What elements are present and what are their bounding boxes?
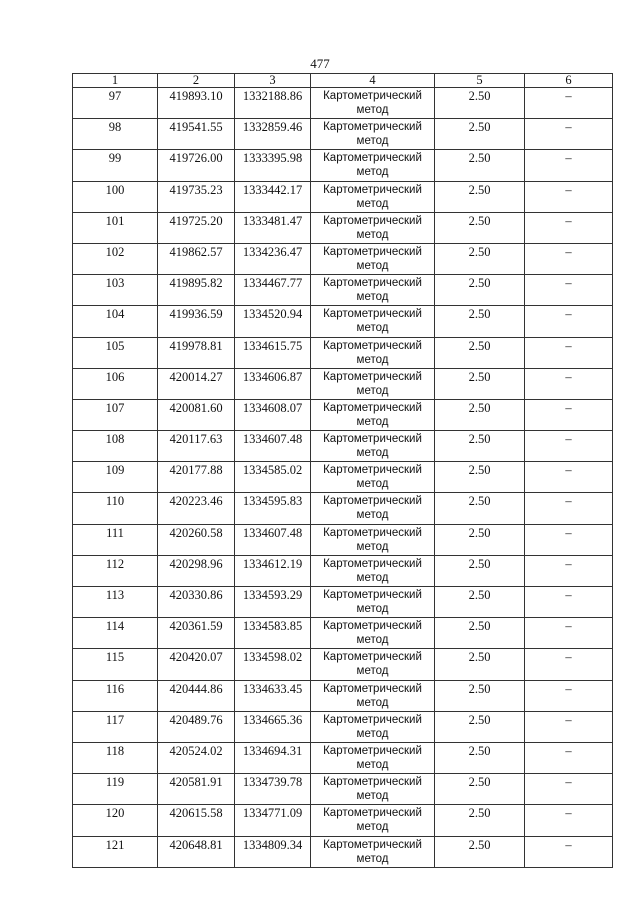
method-line-1: Картометрический bbox=[323, 433, 422, 446]
x-coordinate-cell: 420420.07 bbox=[158, 649, 235, 680]
note-cell: – bbox=[525, 555, 613, 586]
method-line-2: метод bbox=[356, 353, 389, 366]
point-number-cell: 110 bbox=[73, 493, 158, 524]
method-cell bbox=[311, 212, 435, 243]
precision-cell: 2.50 bbox=[435, 805, 525, 836]
coordinates-table bbox=[72, 73, 613, 868]
note-cell: – bbox=[525, 742, 613, 773]
method-line-1: Картометрический bbox=[323, 245, 422, 258]
note-cell: – bbox=[525, 462, 613, 493]
point-number-cell: 116 bbox=[73, 680, 158, 711]
y-coordinate-cell: 1334583.85 bbox=[235, 618, 311, 649]
y-coordinate-cell: 1333395.98 bbox=[235, 150, 311, 181]
page-number: 477 bbox=[310, 56, 330, 71]
point-number-cell: 108 bbox=[73, 431, 158, 462]
precision-cell: 2.50 bbox=[435, 150, 525, 181]
y-coordinate-cell: 1334595.83 bbox=[235, 493, 311, 524]
method-line-1: Картометрический bbox=[323, 152, 422, 165]
method-cell bbox=[311, 181, 435, 212]
table-header-row bbox=[73, 74, 613, 88]
method-line-1: Картометрический bbox=[323, 807, 422, 820]
method-line-2: метод bbox=[356, 696, 389, 709]
y-coordinate-cell: 1334739.78 bbox=[235, 774, 311, 805]
point-number-cell: 114 bbox=[73, 618, 158, 649]
y-coordinate-cell: 1334665.36 bbox=[235, 711, 311, 742]
table-row bbox=[73, 88, 613, 119]
precision-cell: 2.50 bbox=[435, 649, 525, 680]
precision-cell: 2.50 bbox=[435, 337, 525, 368]
method-line-1: Картометрический bbox=[323, 121, 422, 134]
method-line-2: метод bbox=[356, 727, 389, 740]
y-coordinate-cell: 1334607.48 bbox=[235, 524, 311, 555]
precision-cell: 2.50 bbox=[435, 836, 525, 867]
precision-cell: 2.50 bbox=[435, 774, 525, 805]
precision-cell: 2.50 bbox=[435, 431, 525, 462]
method-line-1: Картометрический bbox=[323, 651, 422, 664]
method-line-2: метод bbox=[356, 384, 389, 397]
point-number-cell: 99 bbox=[73, 150, 158, 181]
note-cell: – bbox=[525, 88, 613, 119]
method-cell bbox=[311, 742, 435, 773]
x-coordinate-cell: 420361.59 bbox=[158, 618, 235, 649]
x-coordinate-cell: 419725.20 bbox=[158, 212, 235, 243]
precision-cell: 2.50 bbox=[435, 275, 525, 306]
precision-cell: 2.50 bbox=[435, 524, 525, 555]
x-coordinate-cell: 420444.86 bbox=[158, 680, 235, 711]
y-coordinate-cell: 1333481.47 bbox=[235, 212, 311, 243]
precision-cell: 2.50 bbox=[435, 680, 525, 711]
note-cell: – bbox=[525, 587, 613, 618]
precision-cell: 2.50 bbox=[435, 306, 525, 337]
y-coordinate-cell: 1334615.75 bbox=[235, 337, 311, 368]
table-row bbox=[73, 649, 613, 680]
method-line-1: Картометрический bbox=[323, 620, 422, 633]
method-line-2: метод bbox=[356, 665, 389, 678]
method-line-1: Картометрический bbox=[323, 339, 422, 352]
column-header-6: 6 bbox=[525, 74, 613, 88]
note-cell: – bbox=[525, 243, 613, 274]
method-line-1: Картометрический bbox=[323, 495, 422, 508]
method-cell bbox=[311, 88, 435, 119]
point-number-cell: 120 bbox=[73, 805, 158, 836]
precision-cell: 2.50 bbox=[435, 368, 525, 399]
x-coordinate-cell: 420330.86 bbox=[158, 587, 235, 618]
precision-cell: 2.50 bbox=[435, 88, 525, 119]
point-number-cell: 107 bbox=[73, 399, 158, 430]
point-number-cell: 103 bbox=[73, 275, 158, 306]
precision-cell: 2.50 bbox=[435, 618, 525, 649]
note-cell: – bbox=[525, 493, 613, 524]
note-cell: – bbox=[525, 181, 613, 212]
table-row bbox=[73, 212, 613, 243]
method-line-2: метод bbox=[356, 758, 389, 771]
method-line-2: метод bbox=[356, 415, 389, 428]
method-cell bbox=[311, 805, 435, 836]
method-line-1: Картометрический bbox=[323, 277, 422, 290]
y-coordinate-cell: 1334612.19 bbox=[235, 555, 311, 586]
column-header-3: 3 bbox=[235, 74, 311, 88]
method-line-1: Картометрический bbox=[323, 464, 422, 477]
column-header-4: 4 bbox=[311, 74, 435, 88]
y-coordinate-cell: 1334633.45 bbox=[235, 680, 311, 711]
method-line-1: Картометрический bbox=[323, 776, 422, 789]
precision-cell: 2.50 bbox=[435, 555, 525, 586]
column-header-2: 2 bbox=[158, 74, 235, 88]
point-number-cell: 100 bbox=[73, 181, 158, 212]
method-line-1: Картометрический bbox=[323, 370, 422, 383]
table-row bbox=[73, 836, 613, 867]
method-line-2: метод bbox=[356, 447, 389, 460]
table-row bbox=[73, 742, 613, 773]
precision-cell: 2.50 bbox=[435, 399, 525, 430]
method-cell bbox=[311, 368, 435, 399]
y-coordinate-cell: 1334598.02 bbox=[235, 649, 311, 680]
precision-cell: 2.50 bbox=[435, 212, 525, 243]
method-line-2: метод bbox=[356, 197, 389, 210]
point-number-cell: 105 bbox=[73, 337, 158, 368]
table-row bbox=[73, 587, 613, 618]
table-row bbox=[73, 337, 613, 368]
method-cell bbox=[311, 555, 435, 586]
y-coordinate-cell: 1334467.77 bbox=[235, 275, 311, 306]
method-line-1: Картометрический bbox=[323, 214, 422, 227]
x-coordinate-cell: 420260.58 bbox=[158, 524, 235, 555]
method-line-2: метод bbox=[356, 821, 389, 834]
method-line-2: метод bbox=[356, 322, 389, 335]
table-body bbox=[73, 88, 613, 868]
table-row bbox=[73, 618, 613, 649]
column-header-1: 1 bbox=[73, 74, 158, 88]
method-cell bbox=[311, 493, 435, 524]
table-row bbox=[73, 711, 613, 742]
precision-cell: 2.50 bbox=[435, 493, 525, 524]
table-row bbox=[73, 555, 613, 586]
note-cell: – bbox=[525, 119, 613, 150]
note-cell: – bbox=[525, 524, 613, 555]
note-cell: – bbox=[525, 306, 613, 337]
note-cell: – bbox=[525, 368, 613, 399]
table-row bbox=[73, 462, 613, 493]
precision-cell: 2.50 bbox=[435, 462, 525, 493]
note-cell: – bbox=[525, 618, 613, 649]
point-number-cell: 102 bbox=[73, 243, 158, 274]
method-line-1: Картометрический bbox=[323, 401, 422, 414]
y-coordinate-cell: 1334608.07 bbox=[235, 399, 311, 430]
method-line-1: Картометрический bbox=[323, 713, 422, 726]
point-number-cell: 106 bbox=[73, 368, 158, 399]
y-coordinate-cell: 1334585.02 bbox=[235, 462, 311, 493]
x-coordinate-cell: 419895.82 bbox=[158, 275, 235, 306]
x-coordinate-cell: 419936.59 bbox=[158, 306, 235, 337]
method-cell bbox=[311, 836, 435, 867]
point-number-cell: 112 bbox=[73, 555, 158, 586]
precision-cell: 2.50 bbox=[435, 742, 525, 773]
note-cell: – bbox=[525, 711, 613, 742]
method-line-1: Картометрический bbox=[323, 557, 422, 570]
y-coordinate-cell: 1334606.87 bbox=[235, 368, 311, 399]
precision-cell: 2.50 bbox=[435, 181, 525, 212]
method-line-2: метод bbox=[356, 135, 389, 148]
method-line-1: Картометрический bbox=[323, 526, 422, 539]
x-coordinate-cell: 420223.46 bbox=[158, 493, 235, 524]
precision-cell: 2.50 bbox=[435, 119, 525, 150]
method-cell bbox=[311, 649, 435, 680]
method-cell bbox=[311, 587, 435, 618]
x-coordinate-cell: 419862.57 bbox=[158, 243, 235, 274]
method-line-2: метод bbox=[356, 790, 389, 803]
point-number-cell: 119 bbox=[73, 774, 158, 805]
method-cell bbox=[311, 462, 435, 493]
x-coordinate-cell: 419893.10 bbox=[158, 88, 235, 119]
method-line-1: Картометрический bbox=[323, 682, 422, 695]
method-cell bbox=[311, 243, 435, 274]
method-line-2: метод bbox=[356, 291, 389, 304]
x-coordinate-cell: 420648.81 bbox=[158, 836, 235, 867]
point-number-cell: 115 bbox=[73, 649, 158, 680]
x-coordinate-cell: 419735.23 bbox=[158, 181, 235, 212]
x-coordinate-cell: 419726.00 bbox=[158, 150, 235, 181]
note-cell: – bbox=[525, 399, 613, 430]
method-cell bbox=[311, 119, 435, 150]
note-cell: – bbox=[525, 431, 613, 462]
method-cell bbox=[311, 337, 435, 368]
method-cell bbox=[311, 524, 435, 555]
note-cell: – bbox=[525, 275, 613, 306]
table-row bbox=[73, 524, 613, 555]
point-number-cell: 113 bbox=[73, 587, 158, 618]
method-line-1: Картометрический bbox=[323, 308, 422, 321]
method-line-1: Картометрический bbox=[323, 589, 422, 601]
note-cell: – bbox=[525, 150, 613, 181]
point-number-cell: 97 bbox=[73, 88, 158, 119]
precision-cell: 2.50 bbox=[435, 243, 525, 274]
point-number-cell: 118 bbox=[73, 742, 158, 773]
note-cell: – bbox=[525, 212, 613, 243]
table-row bbox=[73, 493, 613, 524]
method-cell bbox=[311, 306, 435, 337]
table-row bbox=[73, 774, 613, 805]
precision-cell: 2.50 bbox=[435, 587, 525, 618]
method-line-2: метод bbox=[356, 166, 389, 179]
table-row bbox=[73, 275, 613, 306]
table-row bbox=[73, 306, 613, 337]
method-line-2: метод bbox=[356, 634, 389, 647]
x-coordinate-cell: 420581.91 bbox=[158, 774, 235, 805]
note-cell: – bbox=[525, 774, 613, 805]
x-coordinate-cell: 420081.60 bbox=[158, 399, 235, 430]
note-cell: – bbox=[525, 337, 613, 368]
y-coordinate-cell: 1334593.29 bbox=[235, 587, 311, 618]
method-cell bbox=[311, 399, 435, 430]
y-coordinate-cell: 1334809.34 bbox=[235, 836, 311, 867]
column-header-5: 5 bbox=[435, 74, 525, 88]
point-number-cell: 117 bbox=[73, 711, 158, 742]
point-number-cell: 104 bbox=[73, 306, 158, 337]
table-row bbox=[73, 243, 613, 274]
method-line-1: Картометрический bbox=[323, 90, 422, 102]
x-coordinate-cell: 420298.96 bbox=[158, 555, 235, 586]
method-line-2: метод bbox=[356, 540, 389, 553]
point-number-cell: 101 bbox=[73, 212, 158, 243]
method-cell bbox=[311, 618, 435, 649]
x-coordinate-cell: 419541.55 bbox=[158, 119, 235, 150]
x-coordinate-cell: 420177.88 bbox=[158, 462, 235, 493]
method-line-2: метод bbox=[356, 228, 389, 241]
table-row bbox=[73, 119, 613, 150]
y-coordinate-cell: 1333442.17 bbox=[235, 181, 311, 212]
y-coordinate-cell: 1334520.94 bbox=[235, 306, 311, 337]
x-coordinate-cell: 420615.58 bbox=[158, 805, 235, 836]
y-coordinate-cell: 1332188.86 bbox=[235, 88, 311, 119]
method-line-1: Картометрический bbox=[323, 744, 422, 757]
x-coordinate-cell: 419978.81 bbox=[158, 337, 235, 368]
method-line-2: метод bbox=[356, 603, 389, 615]
y-coordinate-cell: 1334236.47 bbox=[235, 243, 311, 274]
point-number-cell: 109 bbox=[73, 462, 158, 493]
method-line-2: метод bbox=[356, 571, 389, 584]
method-line-1: Картометрический bbox=[323, 838, 422, 851]
method-line-2: метод bbox=[356, 104, 389, 116]
method-cell bbox=[311, 711, 435, 742]
x-coordinate-cell: 420117.63 bbox=[158, 431, 235, 462]
method-line-2: метод bbox=[356, 852, 389, 865]
method-line-1: Картометрический bbox=[323, 183, 422, 196]
method-line-2: метод bbox=[356, 509, 389, 522]
point-number-cell: 98 bbox=[73, 119, 158, 150]
method-line-2: метод bbox=[356, 259, 389, 272]
method-cell bbox=[311, 150, 435, 181]
y-coordinate-cell: 1332859.46 bbox=[235, 119, 311, 150]
table-row bbox=[73, 150, 613, 181]
table-row bbox=[73, 368, 613, 399]
note-cell: – bbox=[525, 680, 613, 711]
method-cell bbox=[311, 680, 435, 711]
method-cell bbox=[311, 431, 435, 462]
method-cell bbox=[311, 774, 435, 805]
note-cell: – bbox=[525, 836, 613, 867]
x-coordinate-cell: 420014.27 bbox=[158, 368, 235, 399]
table-row bbox=[73, 431, 613, 462]
y-coordinate-cell: 1334771.09 bbox=[235, 805, 311, 836]
table-row bbox=[73, 680, 613, 711]
method-cell bbox=[311, 275, 435, 306]
x-coordinate-cell: 420489.76 bbox=[158, 711, 235, 742]
x-coordinate-cell: 420524.02 bbox=[158, 742, 235, 773]
point-number-cell: 111 bbox=[73, 524, 158, 555]
point-number-cell: 121 bbox=[73, 836, 158, 867]
table-row bbox=[73, 181, 613, 212]
note-cell: – bbox=[525, 649, 613, 680]
table-row bbox=[73, 399, 613, 430]
y-coordinate-cell: 1334694.31 bbox=[235, 742, 311, 773]
note-cell: – bbox=[525, 805, 613, 836]
table-row bbox=[73, 805, 613, 836]
precision-cell: 2.50 bbox=[435, 711, 525, 742]
y-coordinate-cell: 1334607.48 bbox=[235, 431, 311, 462]
method-line-2: метод bbox=[356, 478, 389, 491]
